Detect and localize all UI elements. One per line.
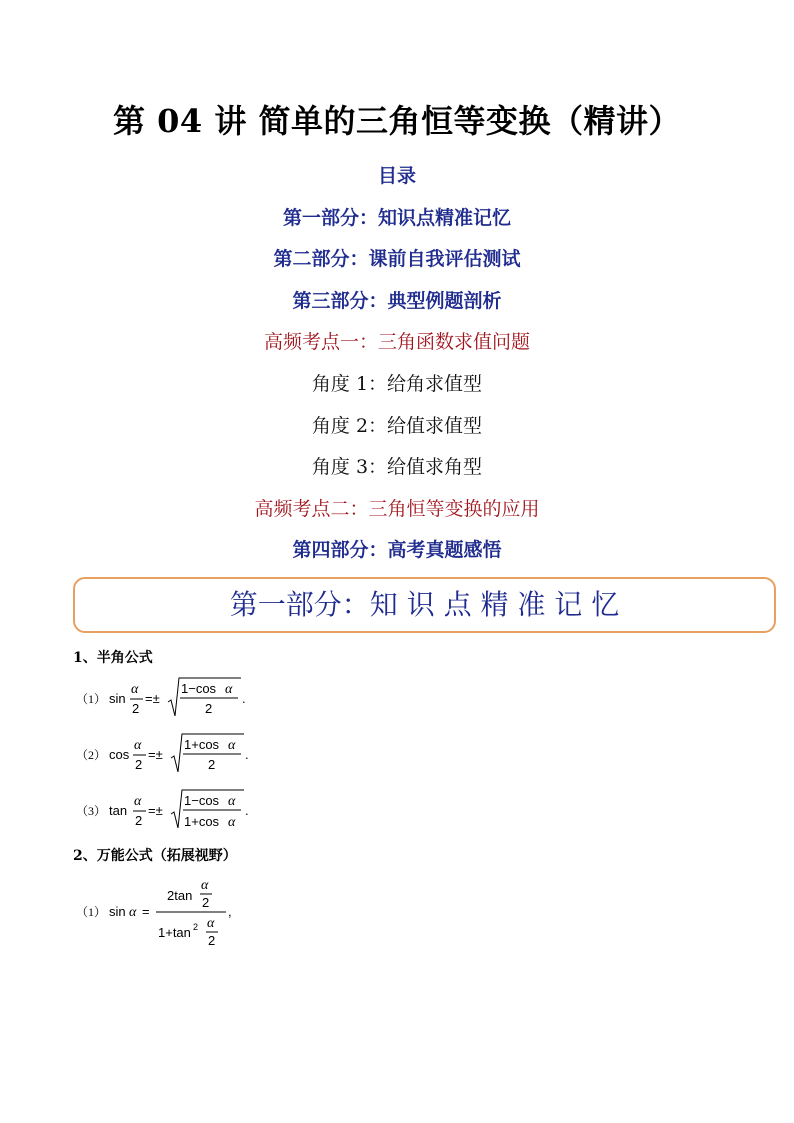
func-name: cos: [109, 747, 130, 762]
inner-var: α: [228, 738, 236, 753]
toc-angle1[interactable]: 角度 1：给角求值型: [311, 372, 483, 395]
bottom-half-var: α: [207, 916, 215, 931]
equals-pm: =±: [145, 691, 160, 706]
inner-denominator: 1+cos: [184, 814, 220, 829]
toc-part4[interactable]: 第四部分：高考真题感悟: [292, 539, 502, 562]
denominator: 2: [132, 701, 140, 716]
bottom-half-den: 2: [208, 933, 216, 948]
lhs-var: α: [129, 905, 137, 920]
numerator-var: α: [131, 682, 139, 697]
formula-number: （2）: [76, 748, 107, 762]
half-angle-cos-formula: [76, 732, 276, 776]
inner-var: α: [225, 682, 233, 697]
equals: =: [142, 904, 150, 919]
toc-topic2[interactable]: 高频考点二：三角恒等变换的应用: [254, 497, 540, 520]
inner-den-var: α: [228, 815, 236, 830]
inner-numerator: 1+cos: [184, 737, 220, 752]
inner-denominator: 2: [205, 701, 213, 716]
end-punct: .: [245, 803, 249, 818]
section-banner: 第一部分：知 识 点 精 准 记 忆: [73, 577, 776, 633]
page-title: 第 04 讲 简单的三角恒等变换（精讲）: [113, 102, 681, 140]
inner-denominator: 2: [208, 757, 216, 772]
exponent: 2: [193, 922, 199, 932]
formula-number: （1）: [76, 905, 107, 919]
universal-formula-heading: 2、万能公式（拓展视野）: [73, 848, 237, 864]
end-punct: .: [242, 691, 246, 706]
denominator: 2: [135, 813, 143, 828]
toc-part1[interactable]: 第一部分：知识点精准记忆: [282, 206, 511, 229]
inner-numerator: 1−cos: [184, 793, 220, 808]
numerator-var: α: [134, 738, 142, 753]
equals-pm: =±: [148, 747, 163, 762]
toc-angle2[interactable]: 角度 2：给值求值型: [311, 414, 483, 437]
bottom-term: 1+tan: [158, 925, 191, 940]
func-name: tan: [109, 803, 128, 818]
half-angle-tan-formula: [76, 788, 276, 832]
toc-part2[interactable]: 第二部分：课前自我评估测试: [273, 248, 521, 271]
equals-pm: =±: [148, 803, 163, 818]
formula-number: （3）: [76, 804, 107, 818]
inner-numerator: 1−cos: [181, 681, 217, 696]
top-half-var: α: [201, 878, 209, 893]
toc-angle3[interactable]: 角度 3：给值求角型: [311, 456, 483, 479]
top-term: 2tan: [167, 888, 193, 903]
half-angle-heading: 1、半角公式: [73, 650, 153, 666]
table-of-contents: [0, 160, 794, 576]
top-half-den: 2: [202, 895, 210, 910]
toc-heading: 目录: [377, 165, 416, 187]
denominator: 2: [135, 757, 143, 772]
half-angle-sin-formula: [76, 676, 276, 720]
end-punct: ,: [228, 904, 232, 919]
formula-number: （1）: [76, 692, 107, 706]
toc-part3[interactable]: 第三部分：典型例题剖析: [292, 289, 502, 312]
numerator-var: α: [134, 794, 142, 809]
universal-sin-formula: [76, 876, 276, 956]
toc-topic1[interactable]: 高频考点一：三角函数求值问题: [263, 331, 530, 354]
func-name: sin: [109, 691, 126, 706]
lhs-func: sin: [109, 904, 126, 919]
end-punct: .: [245, 747, 249, 762]
inner-var: α: [228, 794, 236, 809]
